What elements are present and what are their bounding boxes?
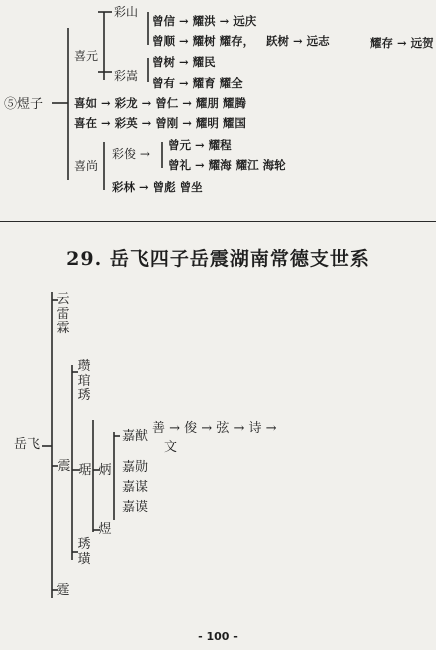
line-zengxin: 曾信 → 耀洪 → 远庆 <box>152 14 257 28</box>
node-jiamu: 嘉谟 <box>122 500 149 515</box>
line-xizai: 喜在 → 彩英 → 曾刚 → 耀明 耀国 <box>74 116 246 130</box>
line-xiru: 喜如 → 彩龙 → 曾仁 → 耀朋 耀腾 <box>74 96 246 110</box>
node-caiwei: 彩嵩 <box>114 69 139 83</box>
node-caijun: 彩俊 → <box>112 147 150 161</box>
node-xiyuan: 喜元 <box>74 49 99 63</box>
section-divider <box>0 221 436 222</box>
node-jiaxun: 嘉勋 <box>122 460 149 475</box>
node-tan: 霆 <box>56 583 70 598</box>
node-zhouji: 琇璜 <box>77 537 91 567</box>
line-zengshu: 曾树 → 耀民 <box>152 55 216 69</box>
node-bing: 炳 <box>98 463 112 478</box>
node-jiamo: 嘉谋 <box>122 480 149 495</box>
node-yunleisun: 云雷霖 <box>56 292 70 337</box>
node-xishang: 喜尚 <box>74 159 99 173</box>
line-zengli: 曾礼 → 耀海 耀江 海轮 <box>168 158 286 172</box>
page-number: - 100 - <box>198 630 238 643</box>
node-jiaxian: 嘉猷 <box>122 429 149 444</box>
top-root-node: ⑤煜子 <box>4 97 44 112</box>
line-cailin: 彩林 → 曾彪 曾坐 <box>112 180 203 194</box>
line-zengyou: 曾有 → 耀育 耀全 <box>152 76 243 90</box>
chain-descendants: 善 → 俊 → 弦 → 诗 → <box>152 421 277 436</box>
node-yu: 煜 <box>98 522 112 537</box>
node-caishan: 彩山 <box>114 5 139 19</box>
bottom-root-node: 岳飞 <box>14 437 41 452</box>
line-yaocun: 耀存 → 远贺 <box>370 36 434 50</box>
line-zengyuan: 曾元 → 耀程 <box>168 138 232 152</box>
section-title: 29. 岳飞四子岳震湖南常德支世系 <box>66 248 370 270</box>
line-yueshu: 跃树 → 远志 <box>266 34 330 48</box>
node-zanfanzhao: 瓒琯琇 <box>77 359 91 404</box>
node-ju: 琚 <box>78 463 92 478</box>
node-wen: 文 <box>164 440 178 455</box>
line-zengshun: 曾顺 → 耀树 耀存， <box>152 34 255 48</box>
node-zhen: 震 <box>57 459 71 474</box>
